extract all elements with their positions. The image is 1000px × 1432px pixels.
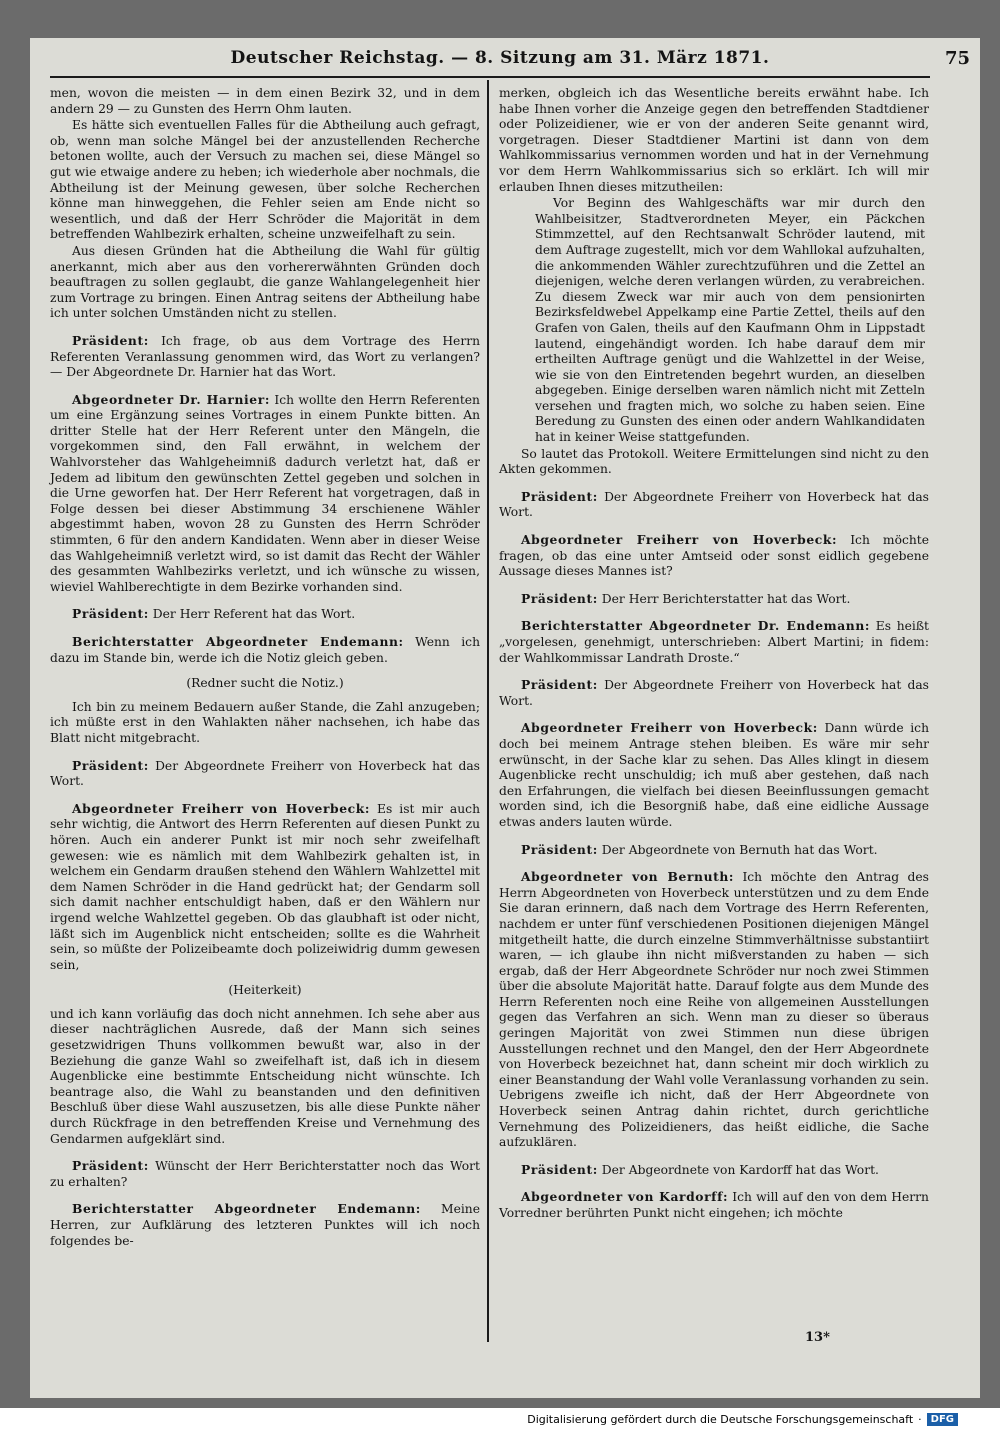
speech-text: Wenn ich dazu im Stande bin, werde ich die Notiz gleich geben. — [50, 635, 480, 665]
header-rule — [50, 76, 930, 78]
speaker-name: Abgeordneter Dr. Harnier: — [72, 391, 270, 407]
speech-paragraph — [50, 392, 480, 596]
speech-text: Der Abgeordnete Freiherr von Hoverbeck hat das Wort. — [499, 678, 929, 708]
speech-paragraph — [499, 532, 929, 580]
speech-text: Ich frage, ob aus dem Vortrage des Herrn Referenten Veranlassung genommen wird, das Wort zu verlangen? — Der Abgeordnete Dr. Harnier hat das Wort. — [50, 333, 480, 380]
body-paragraph: So lautet das Protokoll. Weitere Ermittelungen sind nicht zu den Akten gekommen. — [499, 446, 929, 477]
column-divider — [487, 80, 489, 1342]
speech-paragraph — [50, 801, 480, 974]
speech-text: Ich wollte den Herrn Referenten um eine Ergänzung seines Vortrages in einem Punkte bitten. An dritter Stelle hat der Herr Referent unter den Mängeln, die vorgekommen sind, den Fall erwähnt, in welchem der Wahlvorsteher das Wahlgeheimniß dadurch verletzt hat, daß er Jedem ad libitum den gewünschten Zettel gegeben und solchen in die Urne geworfen hat. Der Herr Referent hat vorgetragen, daß in Folge dessen bei dieser Abstimmung 34 erschienene Wähler abgestimmt haben, wovon 28 zu Gunsten des Herrn Schröder stimmten, 6 für den andern Kandidaten. Wenn aber in dieser Weise das Wahlgeheimniß verletzt wird, so ist damit das Recht der Wähler des gesammten Wahlbezirks verletzt, und ich wünsche zu wissen, wieviel Wahlberechtigte in dem Bezirke vorhanden sind. — [50, 392, 480, 594]
speech-paragraph — [50, 1201, 480, 1249]
credit-text: Digitalisierung gefördert durch die Deutsche Forschungsgemeinschaft — [527, 1413, 914, 1426]
speech-text: Der Herr Referent hat das Wort. — [152, 607, 356, 622]
speech-text: Der Abgeordnete von Bernuth hat das Wort. — [601, 842, 878, 857]
speech-paragraph — [499, 842, 929, 859]
speaker-name: Abgeordneter von Kardorff: — [521, 1189, 729, 1205]
speech-paragraph — [50, 606, 480, 623]
speech-text: Ich möchte fragen, ob das eine unter Amtseid oder sonst eidlich gegebene Aussage dieses Mannes ist? — [499, 533, 929, 579]
speech-paragraph — [50, 333, 480, 381]
body-paragraph: und ich kann vorläufig das doch nicht annehmen. Ich sehe aber aus dieser nachträglichen Ausrede, daß der Mann sich seines gesetzwidrigen Thuns vollkommen bewußt war, also in der Beziehung die ganze Wahl so zweifelhaft ist, daß ich in diesem Augenblicke eine bestimmte Entscheidung nicht wünschte. Ich beantrage also, die Wahl zu beanstanden und den definitiven Beschluß über diese Wahl auszusetzen, bis alle diese Punkte näher durch Rückfrage in den betreffenden Kreise und Vernehmung des Gendarmen aufgeklärt sind. — [50, 1006, 480, 1146]
speech-paragraph — [499, 720, 929, 830]
body-paragraph: merken, obgleich ich das Wesentliche bereits erwähnt habe. Ich habe Ihnen vorher die Anzeige gegen den betreffenden Stadtdiener oder Polizeidiener, wie er von der anderen Seite genannt wird, vorgetragen. Dieser Stadtdiener Martini ist dann von dem Wahlkommissarius vernommen worden und hat in der Vernehmung vor dem Herrn Wahlkommissarius sich so erklärt. Ich will mir erlauben Ihnen dieses mitzutheilen: — [499, 86, 929, 194]
credit-separator: · — [918, 1413, 922, 1426]
speaker-name: Präsident: — [521, 590, 598, 606]
speech-text: Der Abgeordnete Freiherr von Hoverbeck hat das Wort. — [499, 489, 929, 520]
speech-text: Dann würde ich doch bei meinem Antrage stehen bleiben. Es wäre mir sehr erwünscht, in der Sache klar zu sehen. Das Alles klingt in diesem Augenblicke recht unschuldig; ich muß aber gestehen, daß nach den Erfahrungen, die vielfach bei diesen Beeinflussungen gemacht worden sind, ich die Besorgniß habe, daß eine eidliche Aussage etwas anders lauten würde. — [499, 721, 929, 829]
speaker-name: Abgeordneter Freiherr von Hoverbeck: — [72, 800, 371, 816]
stage-direction: (Heiterkeit) — [228, 983, 302, 998]
speaker-name: Präsident: — [521, 677, 598, 693]
speaker-name: Präsident: — [72, 1158, 149, 1174]
speaker-name: Abgeordneter Freiherr von Hoverbeck: — [521, 720, 818, 736]
speech-text: Es ist mir auch sehr wichtig, die Antwort des Herrn Referenten auf diesen Punkt zu hören. Auch ein anderer Punkt ist mir noch sehr zweifelhaft gewesen: wie es nämlich mit dem Wahlbezirk gehalten ist, in welchem ein Gendarm draußen stehend den Wählern Wahlzettel mit dem Namen Schröder in die Hand gedrückt hat; der Gendarm soll sich damit nachher entschuldigt haben, daß er den Wählern nur irgend welche Wahlzettel gegeben. Ob das glaubhaft ist oder nicht, läßt sich im Augenblick nicht entscheiden; sollte es die Wahrheit sein, so müßte der Polizeibeamte doch polizeiwidrig dumm gewesen sein, — [50, 801, 480, 972]
speaker-name: Präsident: — [521, 1161, 598, 1177]
body-paragraph: Ich bin zu meinem Bedauern außer Stande, die Zahl anzugeben; ich müßte erst in den Wahlakten näher nachsehen, ich habe das Blatt nicht mitgebracht. — [50, 699, 480, 745]
speaker-name: Berichterstatter Abgeordneter Endemann: — [72, 634, 404, 649]
speaker-name: Präsident: — [72, 332, 149, 348]
signature-mark: 13* — [805, 1330, 830, 1345]
digitization-credit — [527, 1413, 958, 1426]
speaker-name: Präsident: — [72, 606, 149, 622]
stage-direction: (Redner sucht die Notiz.) — [186, 676, 344, 691]
speech-text: Es heißt „vorgelesen, genehmigt, unterschrieben: Albert Martini; in fidem: der Wahlkommissar Landrath Droste.“ — [499, 619, 929, 665]
speech-paragraph — [50, 1158, 480, 1190]
right-column — [499, 86, 929, 1223]
body-paragraph: Aus diesen Gründen hat die Abtheilung die Wahl für gültig anerkannt, mich aber aus den vorhererwähnten Gründen doch beauftragen zu sollen geglaubt, die ganze Wahlangelegenheit hier zum Vortrage zu bringen. Einen Antrag seitens der Abtheilung habe ich unter solchen Umständen nicht zu stellen. — [50, 243, 480, 321]
speech-text: Der Abgeordnete von Kardorff hat das Wort. — [601, 1162, 879, 1177]
page-number: 75 — [944, 48, 970, 69]
speaker-name: Präsident: — [72, 757, 149, 773]
speech-paragraph — [50, 758, 480, 790]
speech-text: Der Herr Berichterstatter hat das Wort. — [601, 591, 851, 606]
header-title: Deutscher Reichstag. — 8. Sitzung am 31. März 1871. — [230, 48, 770, 68]
speaker-name: Berichterstatter Abgeordneter Endemann: — [72, 1201, 421, 1217]
running-header — [30, 48, 970, 72]
speaker-name: Abgeordneter von Bernuth: — [521, 869, 735, 885]
speech-paragraph — [499, 677, 929, 709]
speech-paragraph — [50, 634, 480, 666]
speech-text: Wünscht der Herr Berichterstatter noch das Wort zu erhalten? — [50, 1159, 480, 1189]
protocol-quote: Vor Beginn des Wahlgeschäfts war mir durch den Wahlbeisitzer, Stadtverordneten Meyer, ein Päckchen Stimmzettel, auf den Rechtsanwalt Schröder lautend, mit dem Auftrage zugestellt, mich vor dem Wahllokal aufzuhalten, die ankommenden Wähler zurechtzuführen und die Zettel an diejenigen, welche deren verlangen würden, zu verabreichen. Zu diesem Zweck war mir auch von dem pensionirten Bezirksfeldwebel Appelkamp eine Partie Zettel, theils auf den Grafen von Galen, theils auf den Kaufmann Ohm in Lippstadt lautend, eingehändigt worden. Ich habe darauf dem mir ertheilten Auftrage genügt und die Wahlzettel in der Weise, wie sie von den Eintretenden begehrt wurden, an dieselben abgegeben. Einige derselben waren nämlich nicht mit Zetteln versehen und fragten mich, wo solche zu haben seien. Eine Beredung zu Gunsten des einen oder andern Wahlkandidaten hat in keiner Weise stattgefunden. — [535, 196, 925, 445]
body-paragraph: Es hätte sich eventuellen Falles für die Abtheilung auch gefragt, ob, wenn man solche Mängel bei der anzustellenden Recherche betonen wollte, auch der Versuch zu machen sei, diese Mängel so gut wie etwaige andere zu heben; ich wiederhole aber nochmals, die Abtheilung ist der Meinung gewesen, über solche Recherchen könne man hinweggehen, die Fehler seien am Ende nicht so wesentlich, und daß der Herr Schröder die Majorität in dem betreffenden Wahlbezirk erhalten, scheine unzweifelhaft zu sein. — [50, 118, 480, 242]
speech-paragraph — [499, 618, 929, 666]
speech-text: Ich möchte den Antrag des Herrn Abgeordneten von Hoverbeck unterstützen und zu dem Ende Sie daran erinnern, daß nach dem Vortrage des Herrn Referenten, nachdem er unter fünf verschiedenen Positionen diejenigen Mängel mitgetheilt hatte, die durch einzelne Stimmverhältnisse substantiirt waren, — ich glaube ihn nicht mißverstanden zu haben — sich ergab, daß der Herr Abgeordnete Schröder nur noch zwei Stimmen über die absolute Majorität hatte. Darauf folgte aus dem Munde des Herrn Referenten noch eine Reihe von allgemeinen Ausstellungen gegen das Verfahren an sich. Wenn man zu dieser so überaus geringen Majorität von zwei Stimmen nun diese übrigen Ausstellungen rechnet und den Mangel, den der Herr Abgeordnete von Hoverbeck bezeichnet hat, dann scheint mir doch wirklich zu einer Beanstandung der Wahl volle Veranlassung vorhanden zu sein. Uebrigens zweifle ich nicht, daß der Herr Abgeordnete von Hoverbeck seinen Antrag dahin richtet, durch gerichtliche Vernehmung des Polizeidieners, das heißt eidliche, die Sache aufzuklären. — [499, 870, 929, 1150]
speech-paragraph — [499, 591, 929, 608]
speech-paragraph — [499, 1189, 929, 1221]
speech-paragraph — [499, 1162, 929, 1179]
speaker-name: Abgeordneter Freiherr von Hoverbeck: — [521, 532, 838, 548]
left-column — [50, 86, 480, 1250]
speech-text: Meine Herren, zur Aufklärung des letzteren Punktes will ich noch folgendes be- — [50, 1202, 480, 1248]
speech-text: Ich will auf den von dem Herrn Vorredner berührten Punkt nicht eingehen; ich möchte — [499, 1190, 929, 1220]
speaker-name: Präsident: — [521, 841, 598, 857]
speaker-name: Berichterstatter Abgeordneter Dr. Endemann: — [521, 618, 871, 634]
dfg-logo: DFG — [927, 1413, 958, 1426]
speech-paragraph — [499, 489, 929, 521]
speech-paragraph — [499, 869, 929, 1151]
body-paragraph: men, wovon die meisten — in dem einen Bezirk 32, und in dem andern 29 — zu Gunsten des Herrn Ohm lauten. — [50, 86, 480, 116]
speaker-name: Präsident: — [521, 488, 598, 504]
speech-text: Der Abgeordnete Freiherr von Hoverbeck hat das Wort. — [50, 758, 480, 789]
